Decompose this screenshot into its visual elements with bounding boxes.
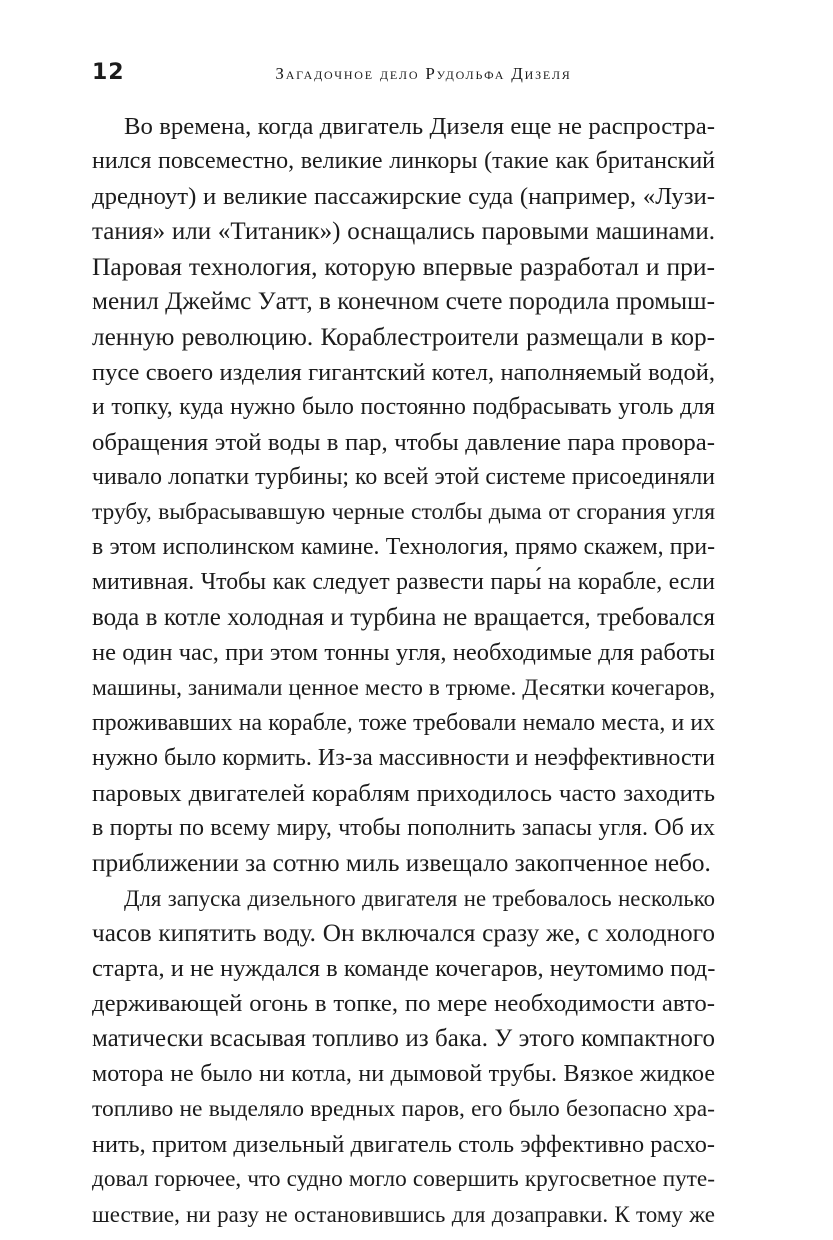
text-line: довал горючее, что судно могло совершить кругосветное путе- xyxy=(92,1165,715,1192)
text-line: вода в котле холодная и турбина не вращается, требовался xyxy=(92,604,715,632)
text-line: ленную революцию. Кораблестроители размещали в кор- xyxy=(92,322,715,351)
text-line: митивная. Чтобы как следует развести пары́ на корабле, если xyxy=(92,569,715,596)
text-line: Для запуска дизельного двигателя не требовалось несколько xyxy=(124,886,715,912)
text-line: матически всасывая топливо из бака. У этого компактного xyxy=(92,1025,715,1053)
text-line: пусе своего изделия гигантский котел, наполняемый водой, xyxy=(92,358,715,386)
text-line: шествие, ни разу не остановившись для дозаправки. К тому же xyxy=(92,1201,715,1227)
text-line: старта, и не нуждался в команде кочегаров, неутомимо под- xyxy=(92,955,716,983)
text-line: менил Джеймс Уатт, в конечном счете породила промыш- xyxy=(92,287,715,316)
text-line: не один час, при этом тонны угля, необходимые для работы xyxy=(92,639,715,667)
text-line: нужно было кормить. Из-за массивности и неэффективности xyxy=(92,744,715,771)
text-line: паровых двигателей кораблям приходилось часто заходить xyxy=(92,779,715,807)
text-line: нить, притом дизельный двигатель столь эффективно расхо- xyxy=(92,1130,715,1158)
text-line: в порты по всему миру, чтобы пополнить запасы угля. Об их xyxy=(92,814,715,841)
text-line: топливо не выделяло вредных паров, его было безопасно хра- xyxy=(92,1095,715,1122)
text-line: чивало лопатки турбины; ко всей этой системе присоединяли xyxy=(92,463,715,490)
paragraph xyxy=(92,109,715,881)
page-number: 12 xyxy=(92,60,125,85)
text-line: нился повсеместно, великие линкоры (такие как британский xyxy=(92,148,715,175)
text-line: часов кипятить воду. Он включался сразу же, с холодного xyxy=(92,919,715,948)
body-text xyxy=(92,109,715,1232)
text-line: мотора не было ни котла, ни дымовой трубы. Вязкое жидкое xyxy=(92,1060,715,1087)
running-title: Загадочное дело Рудольфа Дизеля xyxy=(275,64,572,83)
text-line: трубу, выбрасывавшую черные столбы дыма от сгорания угля xyxy=(92,499,715,526)
text-line: тания» или «Титаник») оснащались паровыми машинами. xyxy=(92,218,715,246)
text-line: держивающей огонь в топке, по мере необходимости авто- xyxy=(92,990,715,1018)
running-head xyxy=(92,60,715,92)
text-line: в этом исполинском камине. Технология, прямо скажем, при- xyxy=(92,534,715,561)
text-line: Во времена, когда двигатель Дизеля еще не распростра- xyxy=(124,113,715,140)
text-line: и топку, куда нужно было постоянно подбрасывать уголь для xyxy=(92,393,715,420)
text-line: дредноут) и великие пассажирские суда (например, «Лузи- xyxy=(92,183,715,211)
text-line: машины, занимали ценное место в трюме. Десятки кочегаров, xyxy=(92,674,716,701)
text-line: Паровая технология, которую впервые разработал и при- xyxy=(92,252,715,282)
text-line: обращения этой воды в пар, чтобы давление пара провора- xyxy=(92,428,715,456)
text-line: приближении за сотню миль извещало закопченное небо. xyxy=(92,848,711,877)
text-line: проживавших на корабле, тоже требовали немало места, и их xyxy=(92,709,715,736)
paragraph xyxy=(92,881,715,1232)
